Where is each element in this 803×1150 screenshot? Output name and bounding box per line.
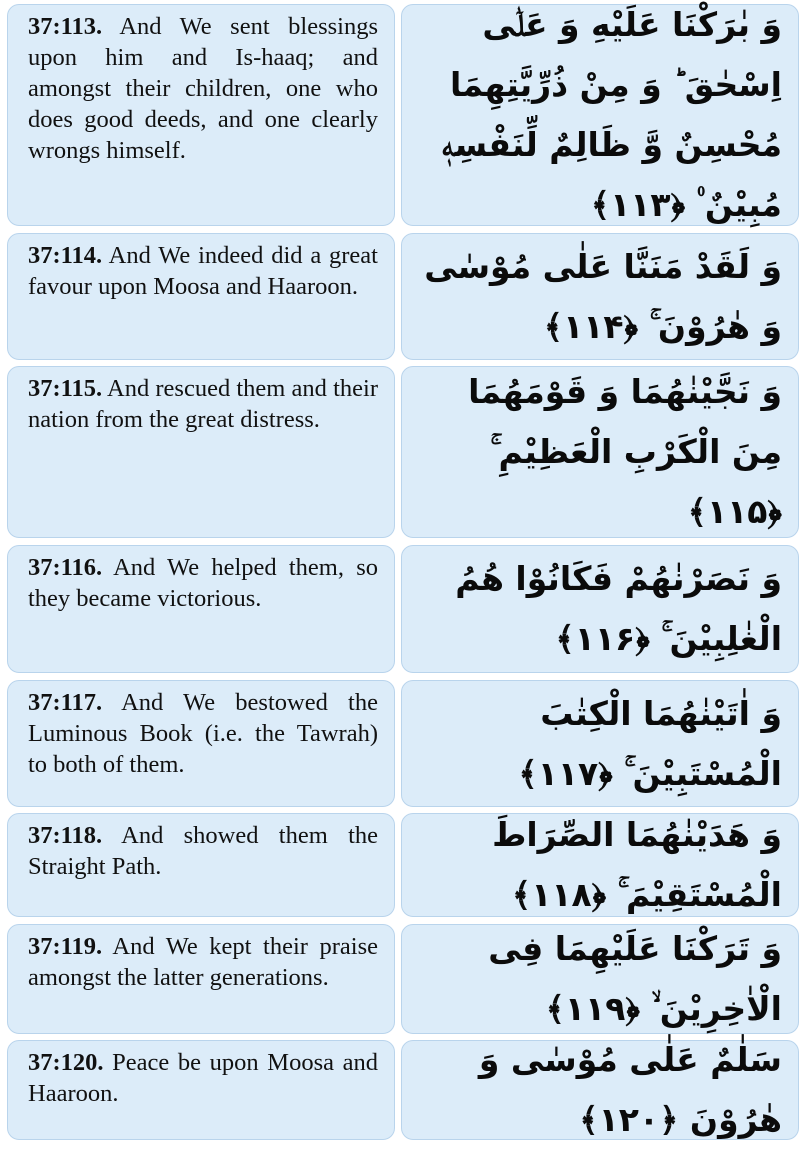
verse-reference: 37:118. <box>28 822 103 849</box>
arabic-text: وَ تَرَكْنَا عَلَيْهِمَا فِى الْاٰخِرِيْنَ ۙ ﴿۱۱۹﴾ <box>488 929 782 1028</box>
translation-text: And rescued them and their nation from the great distress. <box>28 375 378 433</box>
verse-reference: 37:119. <box>28 933 103 960</box>
arabic-text: وَ نَصَرْنٰهُمْ فَكَانُوْا هُمُ الْغٰلِبِيْنَ ۚ ﴿۱۱۶﴾ <box>455 559 782 658</box>
english-translation <box>7 545 395 673</box>
english-translation <box>7 4 395 226</box>
translation-text: And We bestowed the Luminous Book (i.e. the Tawrah) to both of them. <box>28 689 378 778</box>
translation-text: And We helped them, so they became victorious. <box>28 554 378 612</box>
english-translation <box>7 366 395 538</box>
arabic-text: وَ لَقَدْ مَنَنَّا عَلٰى مُوْسٰى وَ هٰرُوْنَ ۚ ﴿۱۱۴﴾ <box>424 246 782 346</box>
arabic-verse <box>401 366 799 538</box>
arabic-text: وَ هَدَيْنٰهُمَا الصِّرَاطَ الْمُسْتَقِيْمَ ۚ ﴿۱۱۸﴾ <box>492 815 782 914</box>
english-translation <box>7 813 395 917</box>
verse-reference: 37:116. <box>28 554 103 581</box>
verse-row <box>7 680 799 807</box>
arabic-verse <box>401 1040 799 1140</box>
verse-row <box>7 545 799 673</box>
arabic-verse <box>401 680 799 807</box>
translation-text: And We kept their praise amongst the latter generations. <box>28 933 378 991</box>
arabic-verse <box>401 924 799 1034</box>
english-translation <box>7 924 395 1034</box>
verse-reference: 37:120. <box>28 1049 104 1076</box>
verse-row <box>7 4 799 226</box>
verse-reference: 37:115. <box>28 375 103 402</box>
arabic-text: وَ اٰتَيْنٰهُمَا الْكِتٰبَ الْمُسْتَبِيْنَ ۚ ﴿۱۱۷﴾ <box>518 693 782 793</box>
verse-row <box>7 813 799 917</box>
translation-text: Peace be upon Moosa and Haaroon. <box>28 1049 378 1107</box>
translation-text: And We sent blessings upon him and Is-haaq; and amongst their children, one who does good deeds, and one clearly wrongs himself. <box>28 13 378 164</box>
arabic-verse <box>401 813 799 917</box>
arabic-verse <box>401 233 799 360</box>
translation-text: And We indeed did a great favour upon Moosa and Haaroon. <box>28 242 378 300</box>
arabic-text: وَ بٰرَكْنَا عَلَيْهِ وَ عَلٰۤى اِسْحٰقَ ؕ وَ مِنْ ذُرِّيَّتِهِمَا مُحْسِنٌ وَّ ظَالِمٌ لِّنَفْسِهٖ مُبِيْنٌ ۠ ﴿۱۱۳﴾ <box>441 5 782 224</box>
arabic-text: سَلٰمٌ عَلٰى مُوْسٰى وَ هٰرُوْنَ ﴿۱۲۰﴾ <box>478 1040 782 1139</box>
verse-reference: 37:117. <box>28 689 103 716</box>
arabic-verse <box>401 545 799 673</box>
arabic-text: وَ نَجَّيْنٰهُمَا وَ قَوْمَهُمَا مِنَ الْكَرْبِ الْعَظِيْمِ ۚ ﴿۱۱۵﴾ <box>468 372 782 531</box>
verse-row <box>7 924 799 1034</box>
english-translation <box>7 233 395 360</box>
verse-reference: 37:113. <box>28 13 103 40</box>
english-translation <box>7 680 395 807</box>
translation-text: And showed them the Straight Path. <box>28 822 378 880</box>
verse-row <box>7 366 799 538</box>
arabic-verse <box>401 4 799 226</box>
verse-row <box>7 1040 799 1140</box>
verse-reference: 37:114. <box>28 242 103 269</box>
verse-row <box>7 233 799 360</box>
english-translation <box>7 1040 395 1140</box>
